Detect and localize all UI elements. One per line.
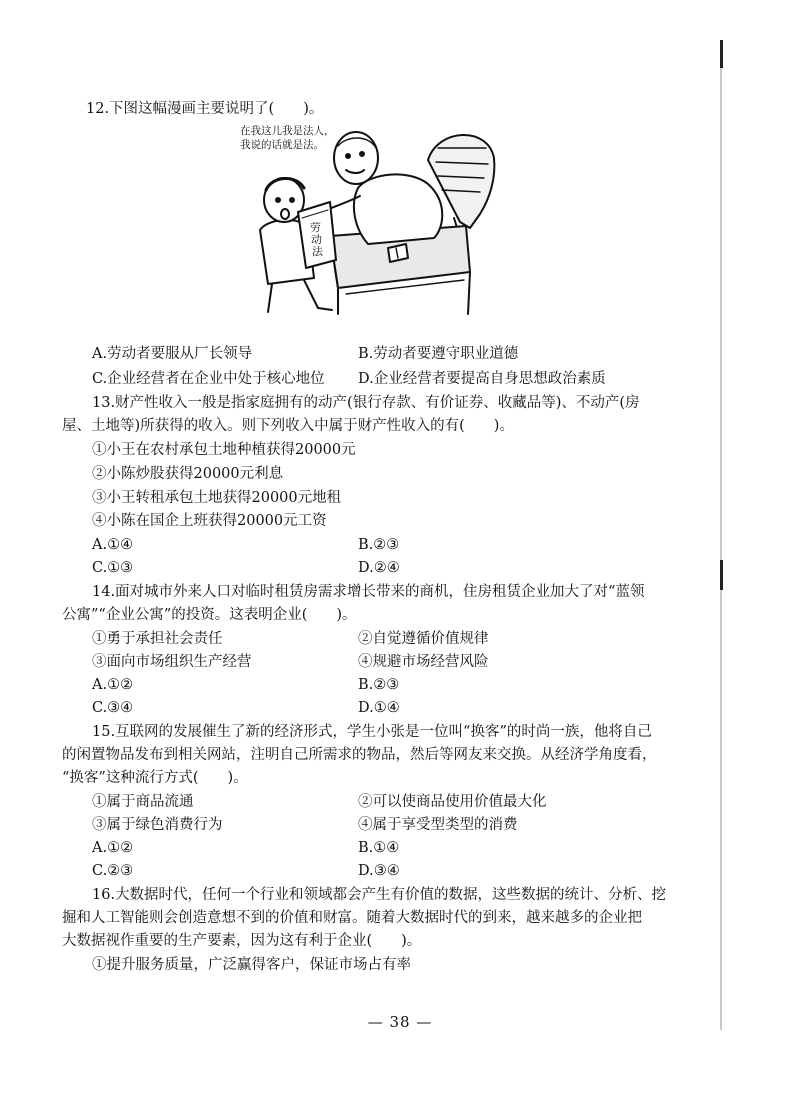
- q15-stem-line-2: 的闲置物品发布到相关网站，注明自己所需求的物品，然后等网友来交换。从经济学角度看，: [62, 747, 657, 763]
- q13-stem-line-2: 屋、土地等)所获得的收入。则下列收入中属于财产性收入的有( )。: [62, 418, 514, 434]
- q12-option-a: A.劳动者要服从厂长领导: [92, 346, 253, 362]
- q12-option-d: D.企业经营者要提高自身思想政治素质: [358, 371, 606, 387]
- q14-option-a: A.①②: [92, 677, 134, 693]
- q14-stem-line-2: 公寓”“企业公寓”的投资。这表明企业( )。: [62, 607, 357, 623]
- q14-option-b: B.②③: [358, 677, 400, 693]
- q14-option-d: D.①④: [358, 700, 400, 716]
- q16-item-1: ①提升服务质量，广泛赢得客户，保证市场占有率: [92, 957, 411, 973]
- q13-item-1: ①小王在农村承包土地种植获得20000元: [92, 442, 356, 458]
- q13-item-4: ④小陈在国企上班获得20000元工资: [92, 513, 327, 529]
- q13-item-2: ②小陈炒股获得20000元利息: [92, 466, 284, 482]
- q13-item-3: ③小王转租承包土地获得20000元地租: [92, 490, 342, 506]
- page-edge-line: [720, 40, 722, 1030]
- q14-stem-line-1: 14.面对城市外来人口对临时租赁房需求增长带来的商机，住房租赁企业加大了对“蓝领: [92, 584, 645, 600]
- book-char-3: 法: [312, 245, 323, 258]
- edge-mark: [720, 560, 723, 590]
- q14-item-1: ①勇于承担社会责任: [92, 631, 223, 647]
- speech-line-2: 我说的话就是法。: [240, 139, 324, 151]
- q15-item-1: ①属于商品流通: [92, 794, 194, 810]
- q13-option-d: D.②④: [358, 560, 400, 576]
- q13-option-a: A.①④: [92, 537, 134, 553]
- q15-item-2: ②可以使商品使用价值最大化: [358, 794, 547, 810]
- edge-mark: [720, 40, 723, 68]
- q14-item-2: ②自觉遵循价值规律: [358, 631, 489, 647]
- q12-option-b: B.劳动者要遵守职业道德: [358, 346, 519, 362]
- q12-option-c: C.企业经营者在企业中处于核心地位: [92, 371, 325, 387]
- q14-option-c: C.③④: [92, 700, 134, 716]
- q13-option-c: C.①③: [92, 560, 134, 576]
- q12-stem: 12.下图这幅漫画主要说明了( )。: [86, 101, 324, 117]
- book-char-2: 动: [311, 233, 322, 246]
- q15-option-b: B.①④: [358, 840, 400, 856]
- page-number: — 38 —: [367, 1013, 433, 1031]
- q16-stem-line-2: 掘和人工智能则会创造意想不到的价值和财富。随着大数据时代的到来，越来越多的企业把: [62, 910, 642, 926]
- q15-item-4: ④属于享受型类型的消费: [358, 817, 518, 833]
- q14-item-3: ③面向市场组织生产经营: [92, 654, 252, 670]
- q15-option-c: C.②③: [92, 863, 134, 879]
- book-char-1: 劳: [310, 221, 321, 234]
- q15-stem-line-1: 15.互联网的发展催生了新的经济形式，学生小张是一位叫“换客”的时尚一族，他将自己: [92, 724, 652, 740]
- q15-item-3: ③属于绿色消费行为: [92, 817, 223, 833]
- q14-item-4: ④规避市场经营风险: [358, 654, 489, 670]
- q13-option-b: B.②③: [358, 537, 400, 553]
- speech-line-1: 在我这儿我是法人，: [240, 125, 335, 137]
- q16-stem-line-1: 16.大数据时代，任何一个行业和领域都会产生有价值的数据，这些数据的统计、分析、挖: [92, 887, 667, 903]
- q12-cartoon: [238, 118, 500, 318]
- q15-option-d: D.③④: [358, 863, 400, 879]
- q16-stem-line-3: 大数据视作重要的生产要素，因为这有利于企业( )。: [62, 933, 422, 949]
- q13-stem-line-1: 13.财产性收入一般是指家庭拥有的动产(银行存款、有价证券、收藏品等)、不动产(房: [92, 395, 640, 411]
- q15-option-a: A.①②: [92, 840, 134, 856]
- q15-stem-line-3: “换客”这种流行方式( )。: [62, 770, 248, 786]
